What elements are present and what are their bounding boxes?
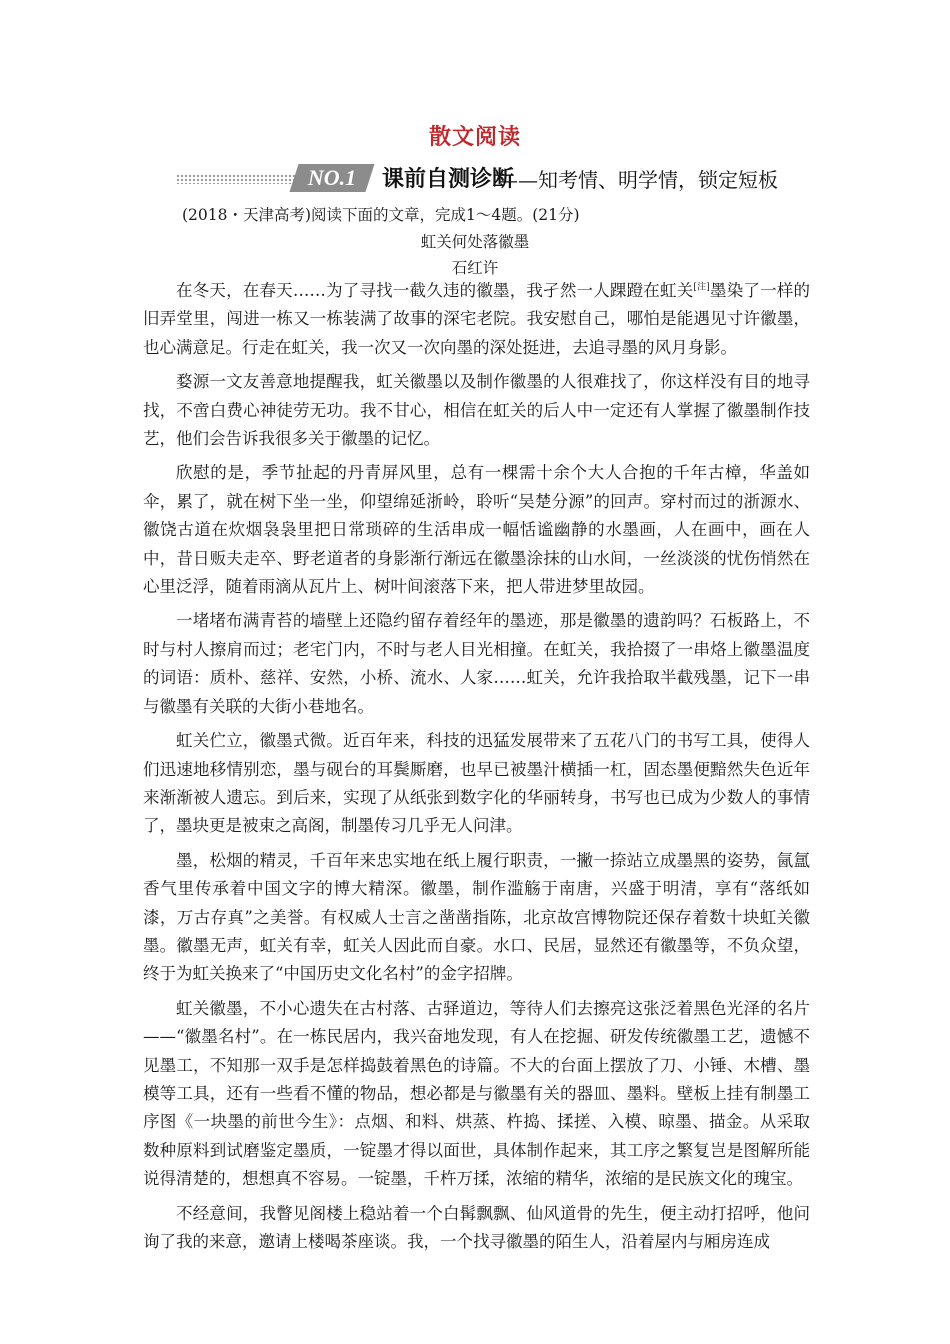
paragraph: 虹关徽墨，不小心遗失在古村落、古驿道边，等待人们去擦亮这张泛着黑色光泽的名片——“徽墨名村”。在一栋民居内，我兴奋地发现，有人在挖掘、研发传统徽墨工艺，遗憾不见墨工，不知那一双手是怎样捣鼓着黑色的诗篇。不大的台面上摆放了刀、小锤、木槽、墨模等工具，还有一些看不懂的物品，想必都是与徽墨有关的器皿、墨料。壁板上挂有制墨工序图《一块墨的前世今生》：点烟、和料、烘蒸、杵捣、揉搓、入模、晾墨、描金。从采取数种原料到试磨鉴定墨质，一锭墨才得以面世，具体制作起来，其工序之繁复岂是图解所能说得清楚的，想想真不容易。一锭墨，千杵万揉，浓缩的精华，浓缩的是民族文化的瑰宝。 — [143, 998, 810, 1189]
paragraph: 一堵堵布满青苔的墙壁上还隐约留存着经年的墨迹，那是徽墨的遗韵吗？石板路上，不时与村人擦肩而过；老宅门内，不时与老人目光相撞。在虹关，我拾掇了一串烙上徽墨温度的词语：质朴、慈祥、安然，小桥、流水、人家……虹关，允许我拾取半截残墨，记下一串与徽墨有关联的大街小巷地名。 — [143, 611, 810, 716]
paragraph: 欣慰的是，季节扯起的丹青屏风里，总有一棵需十余个大人合抱的千年古樟，华盖如伞，累了，就在树下坐一坐，仰望绵延浙岭，聆听“吴楚分源”的回声。穿村而过的浙源水、徽饶古道在炊烟袅袅里把日常琐碎的生活串成一幅恬谧幽静的水墨画，人在画中，画在人中，昔日贩夫走卒、野老道者的身影渐行渐远在徽墨涂抹的山水间，一丝淡淡的忧伤悄然在心里泛浮，随着雨滴从瓦片上、树叶间滚落下来，把人带进梦里故园。 — [143, 463, 810, 597]
paragraph: 虹关伫立，徽墨式微。近百年来，科技的迅猛发展带来了五花八门的书写工具，使得人们迅速地移情别恋，墨与砚台的耳鬓厮磨，也早已被墨汁横插一杠，固态墨便黯然失色近年来渐渐被人遗忘。到后来，实现了从纸张到数字化的华丽转身，书写也已成为少数人的事情了，墨块更是被束之高阁，制墨传习几乎无人问津。 — [143, 731, 810, 836]
paragraph — [143, 277, 810, 362]
section-banner — [176, 160, 816, 194]
paragraph: 婺源一文友善意地提醒我，虹关徽墨以及制作徽墨的人很难找了，你这样没有目的地寻找，不啻白费心神徒劳无功。我不甘心，相信在虹关的后人中一定还有人掌握了徽墨制作技艺，他们会告诉我很多关于徽墨的记忆。 — [143, 372, 810, 449]
footnote-marker: [注] — [693, 282, 710, 293]
paragraph-text: 在冬天，在春天……为了寻找一截久违的徽墨，我孑然一人踝蹬在虹关 — [176, 281, 694, 300]
article-body — [143, 277, 810, 1262]
number-tag — [289, 164, 374, 192]
paragraph-text: 墨染了一样的旧弄堂里，闯进一栋又一栋装满了故事的深宅老院。我安慰自己，哪怕是能遇见寸许徽墨，也心满意足。行走在虹关，我一次又一次向墨的深处挺进，去追寻墨的风月身影。 — [143, 281, 811, 357]
section-title: 散文阅读 — [428, 125, 521, 150]
article-author: 石红许 — [451, 259, 499, 277]
paragraph: 不经意间，我瞥见阁楼上稳站着一个白髯飘飘、仙风道骨的先生，便主动打招呼，他问询了我的来意，邀请上楼喝茶座谈。我，一个找寻徽墨的陌生人，沿着屋内与厢房连成 — [143, 1203, 810, 1251]
paragraph: 墨，松烟的精灵，千百年来忠实地在纸上履行职责，一撇一捺站立成墨黑的姿势，氤氲香气里传承着中国文字的博大精深。徽墨，制作滥觞于南唐，兴盛于明清，享有“落纸如漆，万古存真”之美誉。有权威人士言之凿凿指陈，北京故宫博物院还保存着数十块虹关徽墨。徽墨无声，虹关有幸，虹关人因此而自豪。水口、民居，显然还有徽墨等，不负众望，终于为虹关换来了“中国历史文化名村”的金字招牌。 — [143, 850, 810, 984]
question-intro: (2018・天津高考)阅读下面的文章，完成1～4题。(21分) — [182, 206, 580, 224]
banner-title: 课前自测诊断 — [382, 167, 515, 192]
banner-subtitle: ——知考情、明学情，锁定短板 — [498, 168, 778, 192]
number-tag-label: NO.1 — [307, 165, 357, 190]
dotted-decoration — [176, 174, 301, 184]
article-title: 虹关何处落徽墨 — [420, 233, 530, 251]
